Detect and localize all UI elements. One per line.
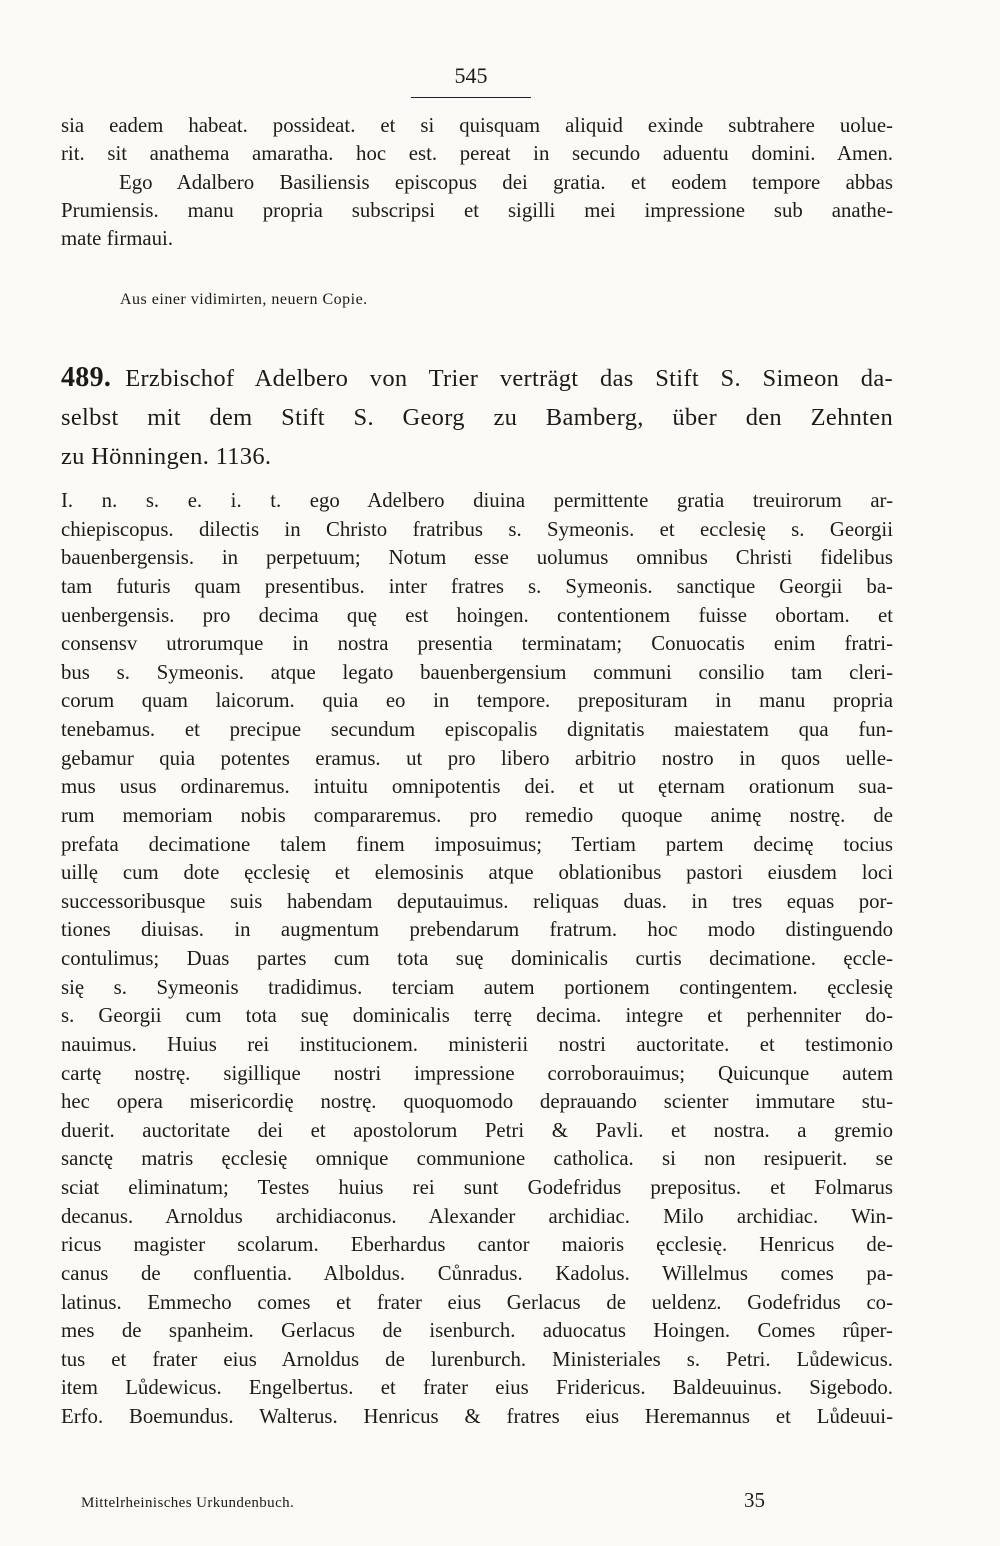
text-line: się s. Symeonis tradidimus. terciam autem portionem contingentem. ęcclesię [61,975,893,999]
charter-body [61,487,893,1432]
text-line: Erfo. Boemundus. Walterus. Henricus & fratres eius Heremannus et Lůdeuui- [61,1405,893,1428]
text-line: tus et frater eius Arnoldus de lurenburch. Ministeriales s. Petri. Lůdewicus. [61,1347,893,1371]
preceding-document-ending [61,112,893,253]
text-line: Ego Adalbero Basiliensis episcopus dei gratia. et eodem tempore abbas [119,170,893,194]
text-line: duerit. auctoritate dei et apostolorum Petri & Pavli. et nostra. a gremio [61,1118,893,1142]
text-line: cartę nostrę. sigillique nostri impressione corroborauimus; Quicunque autem [61,1061,893,1085]
text-line: rum memoriam nobis compararemus. pro remedio quoque animę nostrę. de [61,803,893,827]
text-line: contulimus; Duas partes cum tota suę dominicalis curtis decimatione. ęccle- [61,947,893,970]
text-line: uenbergensis. pro decima quę est hoingen. contentionem fuisse obortam. et [61,603,893,627]
text-line: mus usus ordinaremus. intuitu omnipotentis dei. et ut ęternam orationum sua- [61,775,893,799]
signature-mark: 35 [744,1488,765,1512]
heading-line [61,358,893,398]
source-note: Aus einer vidimirten, neuern Copie. [120,291,368,308]
document-number: 489. [61,362,112,393]
text-line: corum quam laicorum. quia eo in tempore. preposituram in manu propria [61,689,893,713]
text-line: sanctę matris ęcclesię omnique communione catholica. si non resipuerit. se [61,1147,893,1171]
footer-title: Mittelrheinisches Urkundenbuch. [81,1495,295,1511]
text-line: latinus. Emmecho comes et frater eius Gerlacus de ueldenz. Godefridus co- [61,1290,893,1314]
text-line: ricus magister scolarum. Eberhardus cantor maioris ęcclesię. Henricus de- [61,1233,893,1257]
heading-line-text: Erzbischof Adelbero von Trier verträgt das Stift S. Simeon da- [125,365,893,392]
text-line: canus de confluentia. Alboldus. Cůnradus. Kadolus. Willelmus comes pa- [61,1261,893,1285]
text-line: gebamur quia potentes eramus. ut pro libero arbitrio nostro in quos uelle- [61,746,893,770]
text-line: s. Georgii cum tota suę dominicalis terrę decima. integre et perhenniter do- [61,1004,893,1028]
document-heading [61,358,893,476]
heading-line: zu Hönningen. 1136. [61,443,272,470]
text-line: prefata decimatione talem finem imposuimus; Tertiam partem decimę tocius [61,832,893,856]
text-line: decanus. Arnoldus archidiaconus. Alexander archidiac. Milo archidiac. Win- [61,1204,893,1228]
text-line: bus s. Symeonis. atque legato bauenbergensium communi consilio tam cleri- [61,660,893,684]
text-line: tiones diuisas. in augmentum prebendarum fratrum. hoc modo distinguendo [61,918,893,942]
text-line: nauimus. Huius rei institucionem. ministerii nostri auctoritate. et testimonio [61,1032,893,1056]
text-line: hec opera misericordię nostrę. quoquomodo deprauando scienter immutare stu- [61,1090,893,1114]
text-line: sciat eliminatum; Testes huius rei sunt Godefridus prepositus. et Folmarus [61,1176,893,1199]
text-line: tenebamus. et precipue secundum episcopalis dignitatis maiestatem qua fun- [61,718,893,741]
text-line: mate firmaui. [61,227,174,251]
text-line: uillę cum dote ęcclesię et elemosinis atque oblationibus pastori eiusdem loci [61,861,893,885]
text-line: successoribusque suis habendam deputauimus. reliquas duas. in tres equas por- [61,889,893,913]
text-line: consensv utrorumque in nostra presentia terminatam; Conuocatis enim fratri- [61,632,893,656]
text-line: sia eadem habeat. possideat. et si quisquam aliquid exinde subtrahere uolue- [61,114,893,137]
page-number-rule [411,97,531,98]
page-number: 545 [454,63,488,88]
text-line: mes de spanheim. Gerlacus de isenburch. aduocatus Hoingen. Comes rûper- [61,1319,893,1343]
text-line: item Lůdewicus. Engelbertus. et frater eius Fridericus. Baldeuuinus. Sigebodo. [61,1376,893,1400]
text-line: I. n. s. e. i. t. ego Adelbero diuina permittente gratia treuirorum ar- [61,489,893,512]
text-line: bauenbergensis. in perpetuum; Notum esse uolumus omnibus Christi fidelibus [61,546,893,570]
text-line: chiepiscopus. dilectis in Christo fratribus s. Symeonis. et ecclesię s. Georgii [61,517,893,541]
heading-line: selbst mit dem Stift S. Georg zu Bamberg, über den Zehnten [61,404,893,431]
text-line: Prumiensis. manu propria subscripsi et sigilli mei impressione sub anathe- [61,198,893,222]
text-line: tam futuris quam presentibus. inter fratres s. Symeonis. sanctique Georgii ba- [61,574,893,598]
text-line: rit. sit anathema amaratha. hoc est. pereat in secundo aduentu domini. Amen. [61,142,893,166]
